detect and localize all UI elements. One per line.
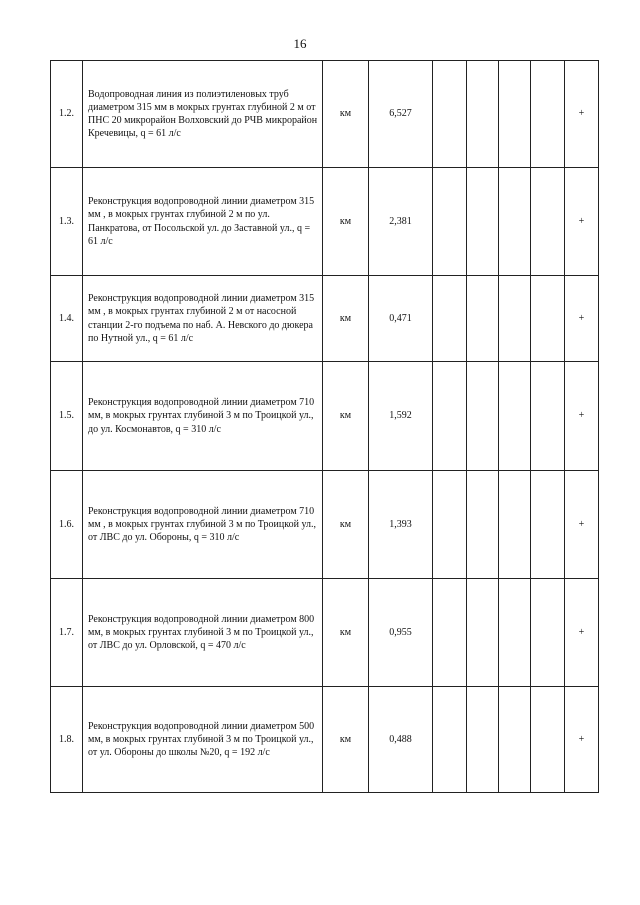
row-description: Реконструкция водопроводной линии диаметром 710 мм, в мокрых грунтах глубиной 3 м по Троицкой ул., до ул. Космонавтов, q = 310 л/с xyxy=(83,362,323,471)
row-description: Водопроводная линия из полиэтиленовых труб диаметром 315 мм в мокрых грунтах глубиной 2 м от ПНС 20 микрорайон Волховский до РЧВ микрорайон Кречевицы, q = 61 л/с xyxy=(83,61,323,168)
row-description: Реконструкция водопроводной линии диаметром 800 мм, в мокрых грунтах глубиной 3 м по Троицкой ул., от ЛВС до ул. Орловской, q = 470 л/с xyxy=(83,579,323,687)
empty-cell xyxy=(499,579,531,687)
empty-cell xyxy=(433,687,467,793)
row-quantity: 1,592 xyxy=(369,362,433,471)
empty-cell xyxy=(433,276,467,362)
empty-cell xyxy=(531,168,565,276)
row-quantity: 0,955 xyxy=(369,579,433,687)
empty-cell xyxy=(499,276,531,362)
row-description: Реконструкция водопроводной линии диаметром 500 мм, в мокрых грунтах глубиной 3 м по Троицкой ул., от ул. Обороны до школы №20, q = 192 л/с xyxy=(83,687,323,793)
row-number: 1.7. xyxy=(51,579,83,687)
empty-cell xyxy=(531,579,565,687)
row-description: Реконструкция водопроводной линии диаметром 710 мм , в мокрых грунтах глубиной 3 м по Троицкой ул., от ЛВС до ул. Обороны, q = 310 л/с xyxy=(83,471,323,579)
table-body xyxy=(51,61,599,793)
row-description: Реконструкция водопроводной линии диаметром 315 мм , в мокрых грунтах глубиной 2 м по ул. Панкратова, от Посольской ул. до Заставной ул., q = 61 л/с xyxy=(83,168,323,276)
empty-cell xyxy=(467,276,499,362)
table-row xyxy=(51,579,599,687)
empty-cell xyxy=(499,362,531,471)
row-number: 1.2. xyxy=(51,61,83,168)
row-number: 1.3. xyxy=(51,168,83,276)
row-quantity: 0,488 xyxy=(369,687,433,793)
empty-cell xyxy=(467,362,499,471)
row-unit: км xyxy=(323,362,369,471)
empty-cell xyxy=(499,471,531,579)
table-row xyxy=(51,276,599,362)
row-number: 1.4. xyxy=(51,276,83,362)
empty-cell xyxy=(467,579,499,687)
empty-cell xyxy=(433,579,467,687)
table-row xyxy=(51,687,599,793)
row-mark: + xyxy=(565,168,599,276)
empty-cell xyxy=(467,687,499,793)
empty-cell xyxy=(433,61,467,168)
empty-cell xyxy=(499,687,531,793)
row-mark: + xyxy=(565,61,599,168)
row-mark: + xyxy=(565,579,599,687)
table-row xyxy=(51,362,599,471)
empty-cell xyxy=(467,168,499,276)
empty-cell xyxy=(467,471,499,579)
empty-cell xyxy=(499,61,531,168)
row-mark: + xyxy=(565,362,599,471)
row-unit: км xyxy=(323,276,369,362)
empty-cell xyxy=(433,168,467,276)
empty-cell xyxy=(531,471,565,579)
empty-cell xyxy=(531,362,565,471)
table-row xyxy=(51,471,599,579)
page-number: 16 xyxy=(293,36,307,51)
empty-cell xyxy=(531,276,565,362)
empty-cell xyxy=(499,168,531,276)
empty-cell xyxy=(467,61,499,168)
row-description: Реконструкция водопроводной линии диаметром 315 мм , в мокрых грунтах глубиной 2 м от насосной станции 2-го подъема по наб. А. Невского до дюкера по Нутной ул., q = 61 л/с xyxy=(83,276,323,362)
empty-cell xyxy=(433,362,467,471)
row-quantity: 6,527 xyxy=(369,61,433,168)
row-number: 1.6. xyxy=(51,471,83,579)
row-unit: км xyxy=(323,579,369,687)
row-number: 1.5. xyxy=(51,362,83,471)
row-mark: + xyxy=(565,471,599,579)
row-mark: + xyxy=(565,276,599,362)
row-unit: км xyxy=(323,168,369,276)
row-quantity: 2,381 xyxy=(369,168,433,276)
works-table xyxy=(50,60,599,793)
empty-cell xyxy=(531,687,565,793)
empty-cell xyxy=(433,471,467,579)
table-row xyxy=(51,168,599,276)
row-unit: км xyxy=(323,687,369,793)
row-unit: км xyxy=(323,471,369,579)
row-number: 1.8. xyxy=(51,687,83,793)
row-mark: + xyxy=(565,687,599,793)
empty-cell xyxy=(531,61,565,168)
row-quantity: 1,393 xyxy=(369,471,433,579)
row-unit: км xyxy=(323,61,369,168)
table-row xyxy=(51,61,599,168)
row-quantity: 0,471 xyxy=(369,276,433,362)
